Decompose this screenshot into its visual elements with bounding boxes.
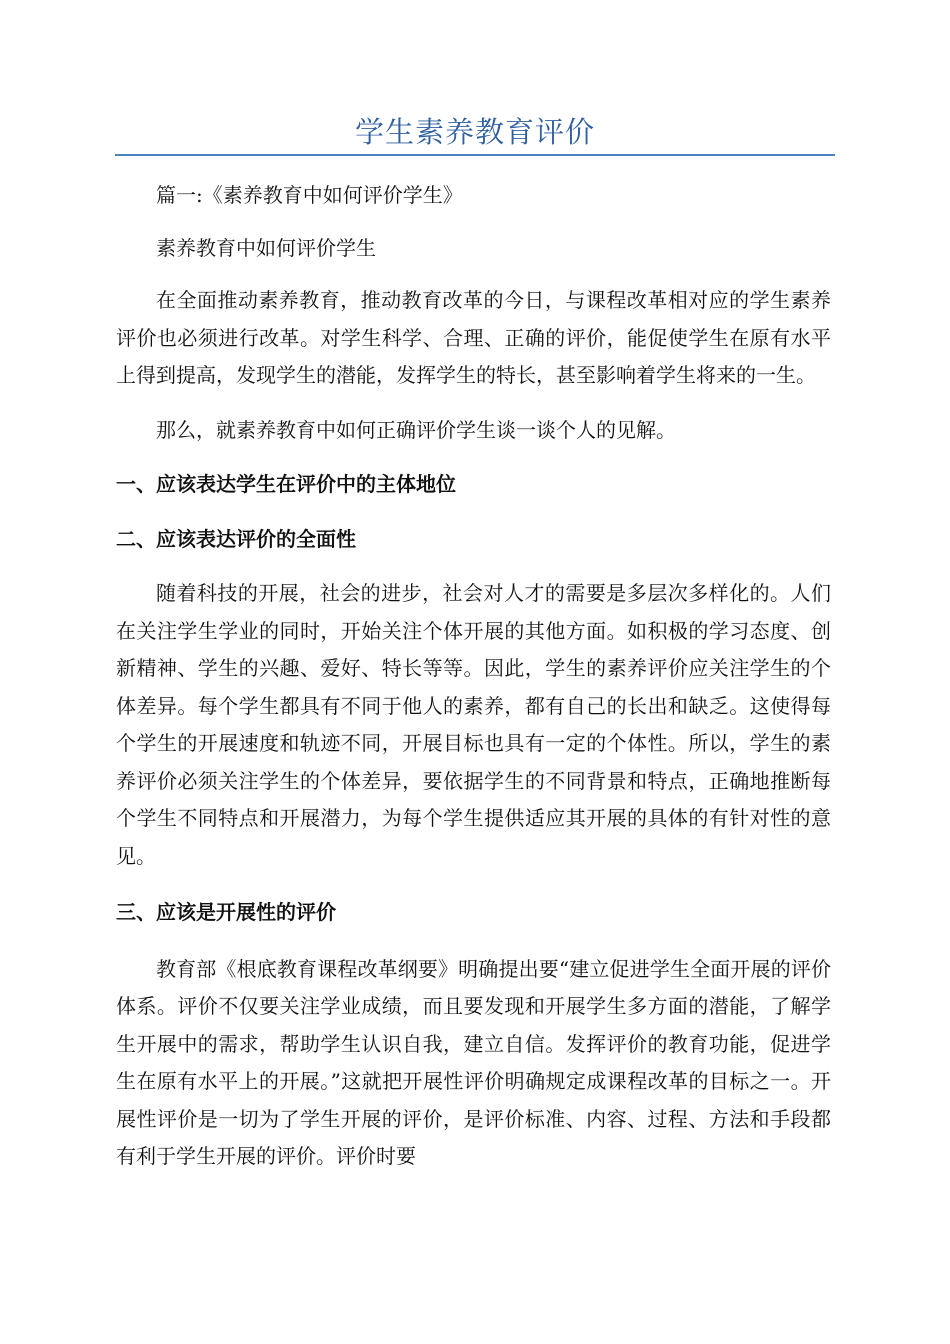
article-title-line: 素养教育中如何评价学生 bbox=[156, 235, 376, 260]
title-underline-rule bbox=[115, 154, 835, 156]
section-heading-3: 三、应该是开展性的评价 bbox=[116, 900, 336, 924]
section-heading-1: 一、应该表达学生在评价中的主体地位 bbox=[116, 472, 456, 496]
section-3-paragraph: 教育部《根底教育课程改革纲要》明确提出要“建立促进学生全面开展的评价体系。评价不仅要关注学业成绩，而且要发现和开展学生多方面的潜能，了解学生开展中的需求，帮助学生认识自我，建立自信。发挥评价的教育功能，促进学生在原有水平上的开展。”这就把开展性评价明确规定成课程改革的目标之一。开展性评价是一切为了学生开展的评价，是评价标准、内容、过程、方法和手段都有利于学生开展的评价。评价时要 bbox=[116, 956, 831, 1168]
section-heading-2: 二、应该表达评价的全面性 bbox=[116, 526, 356, 551]
document-title: 学生素养教育评价 bbox=[354, 115, 595, 149]
document-body bbox=[116, 177, 831, 1176]
intro-paragraph: 在全面推动素养教育，推动教育改革的今日，与课程改革相对应的学生素养评价也必须进行改革。对学生科学、合理、正确的评价，能促使学生在原有水平上得到提高，发现学生的潜能，发挥学生的特长，甚至影响着学生将来的一生。 bbox=[116, 288, 831, 387]
transition-paragraph: 那么，就素养教育中如何正确评价学生谈一谈个人的见解。 bbox=[156, 417, 676, 442]
section-2-paragraph: 随着科技的开展，社会的进步，社会对人才的需要是多层次多样化的。人们在关注学生学业的同时，开始关注个体开展的其他方面。如积极的学习态度、创新精神、学生的兴趣、爱好、特长等等。因此，学生的素养评价应关注学生的个体差异。每个学生都具有不同于他人的素养，都有自己的长出和缺乏。这使得每个学生的开展速度和轨迹不同，开展目标也具有一定的个体性。所以，学生的素养评价必须关注学生的个体差异，要依据学生的不同背景和特点，正确地推断每个学生不同特点和开展潜力，为每个学生提供适应其开展的具体的有针对性的意见。 bbox=[116, 581, 831, 868]
subtitle-line: 篇一:《素养教育中如何评价学生》 bbox=[156, 183, 463, 207]
